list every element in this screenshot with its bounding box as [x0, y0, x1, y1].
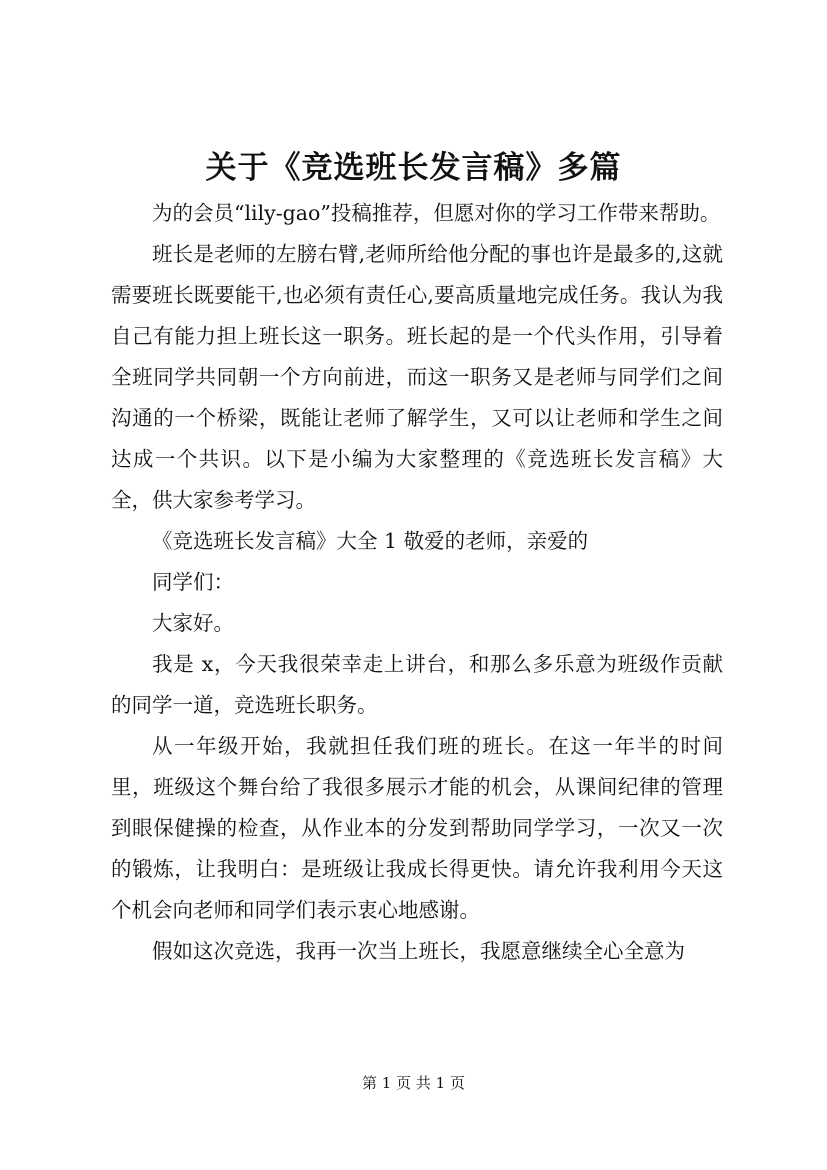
document-body — [111, 193, 723, 972]
paragraph-experience: 从一年级开始，我就担任我们班的班长。在这一年半的时间里，班级这个舞台给了我很多展示才能的机会，从课间纪律的管理到眼保健操的检查，从作业本的分发到帮助同学学习，一次又一次的锻炼，让我明白：是班级让我成长得更快。请允许我利用今天这个机会向老师和同学们表示衷心地感谢。 — [111, 734, 723, 922]
paragraph-speech-heading: 《竞选班长发言稿》大全 1 敬爱的老师，亲爱的 — [152, 529, 589, 553]
paragraph-monitor-role: 班长是老师的左膀右臂,老师所给他分配的事也许是最多的,这就需要班长既要能干,也必须有责任心,要高质量地完成任务。我认为我自己有能力担上班长这一职务。班长起的是一个代头作用，引导着全班同学共同朝一个方向前进，而这一职务又是老师与同学们之间沟通的一个桥梁，既能让老师了解学生，又可以让老师和学生之间达成一个共识。以下是小编为大家整理的《竞选班长发言稿》大全，供大家参考学习。 — [111, 242, 723, 512]
paragraph-salutation: 同学们： — [152, 570, 234, 594]
page-footer: 第 1 页 共 1 页 — [362, 1074, 465, 1092]
paragraph-self-intro: 我是 x，今天我很荣幸走上讲台，和那么多乐意为班级作贡献的同学一道，竞选班长职务。 — [111, 652, 723, 717]
paragraph-promise: 假如这次竞选，我再一次当上班长，我愿意继续全心全意为 — [152, 939, 685, 963]
paragraph-greeting: 大家好。 — [152, 611, 234, 635]
document-title: 关于《竞选班长发言稿》多篇 — [205, 150, 622, 186]
paragraph-intro: 为的会员“lily-gao”投稿推荐，但愿对你的学习工作带来帮助。 — [152, 201, 721, 225]
